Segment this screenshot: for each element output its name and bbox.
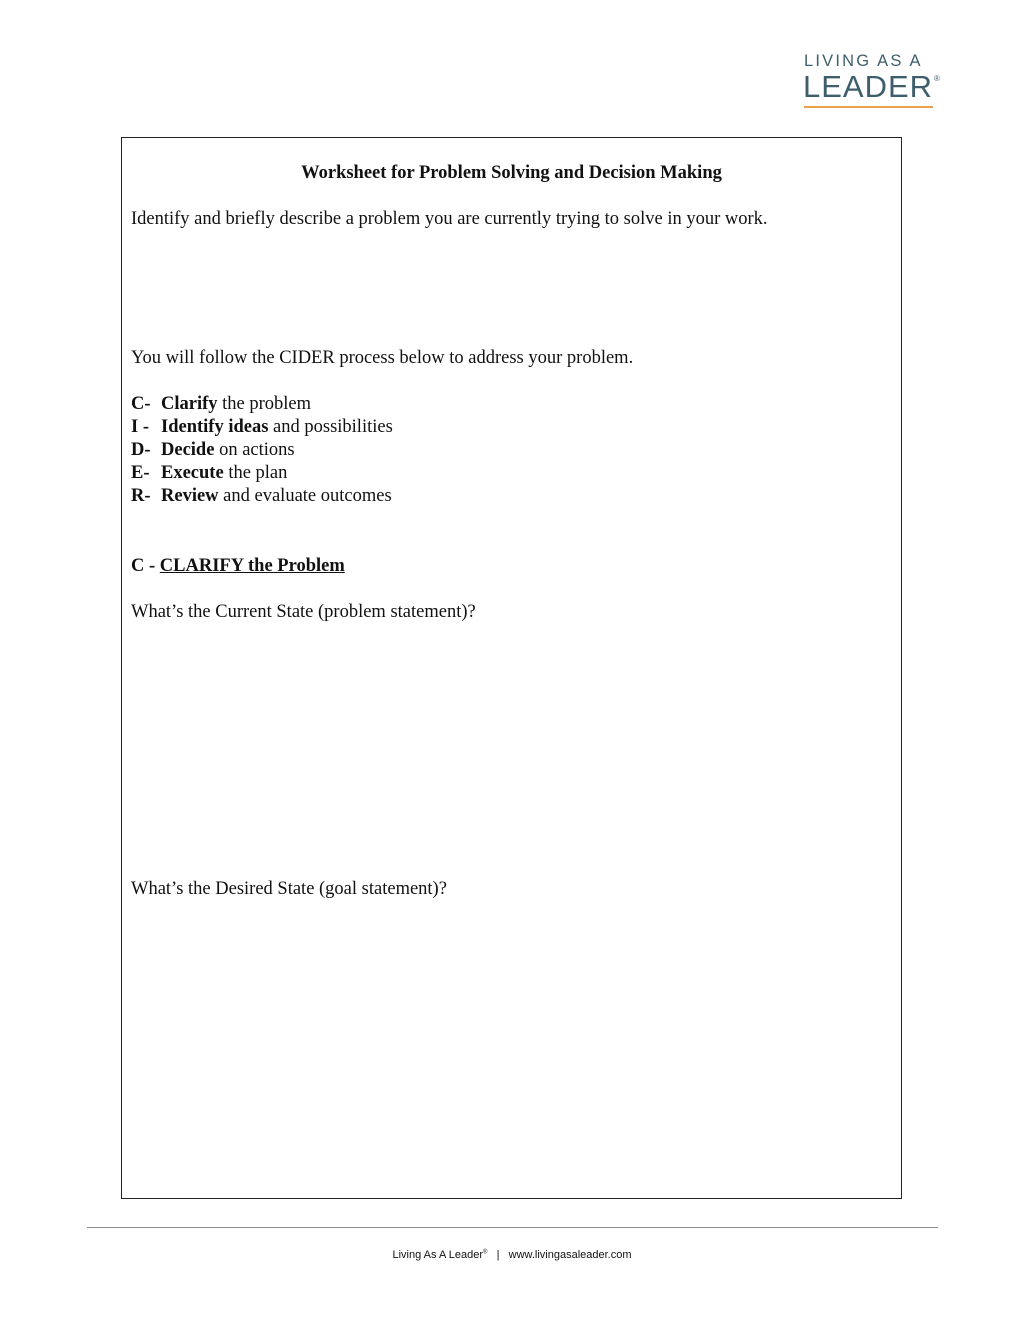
step-letter: E- <box>131 463 150 483</box>
step-decide <box>131 439 393 462</box>
step-rest: the plan <box>223 463 288 483</box>
living-as-a-leader-logo <box>803 52 943 110</box>
footer-separator: | <box>496 1249 500 1261</box>
intro-prompt: Identify and briefly describe a problem you are currently trying to solve in your work. <box>131 209 768 229</box>
footer-brand: Living As A Leader <box>392 1249 483 1261</box>
worksheet-title: Worksheet for Problem Solving and Decision Making <box>301 163 722 183</box>
step-keyword: Identify ideas <box>161 417 269 437</box>
step-rest: and possibilities <box>268 417 393 437</box>
step-rest: and evaluate outcomes <box>218 486 392 506</box>
step-letter: C- <box>131 394 151 414</box>
worksheet-frame <box>121 137 902 1199</box>
step-execute <box>131 462 393 485</box>
footer-registered-mark: ® <box>483 1249 488 1256</box>
step-keyword: Clarify <box>161 394 218 414</box>
step-keyword: Review <box>161 486 219 506</box>
footer-divider <box>87 1227 938 1228</box>
section-heading-clarify <box>131 555 345 578</box>
step-keyword: Execute <box>161 463 224 483</box>
step-review <box>131 485 393 508</box>
step-letter: D- <box>131 440 151 460</box>
page-footer <box>0 1249 1024 1261</box>
current-state-prompt: What’s the Current State (problem statement)? <box>131 602 476 622</box>
section-heading-text: CLARIFY the Problem <box>159 556 345 576</box>
logo-top-line: LIVING AS A <box>804 52 923 70</box>
logo-registered-mark: ® <box>934 74 940 83</box>
step-keyword: Decide <box>161 440 215 460</box>
logo-underline <box>804 106 933 108</box>
step-letter: R- <box>131 486 151 506</box>
cider-step-list <box>131 393 393 508</box>
section-prefix: C - <box>131 556 160 576</box>
footer-url[interactable]: www.livingasaleader.com <box>508 1249 632 1261</box>
desired-state-prompt: What’s the Desired State (goal statement)? <box>131 879 447 899</box>
step-rest: on actions <box>214 440 295 460</box>
process-intro: You will follow the CIDER process below to address your problem. <box>131 348 634 368</box>
step-identify <box>131 416 393 439</box>
logo-main-line: LEADER <box>803 69 934 104</box>
step-clarify <box>131 393 393 416</box>
step-letter: I - <box>131 417 149 437</box>
step-rest: the problem <box>217 394 312 414</box>
